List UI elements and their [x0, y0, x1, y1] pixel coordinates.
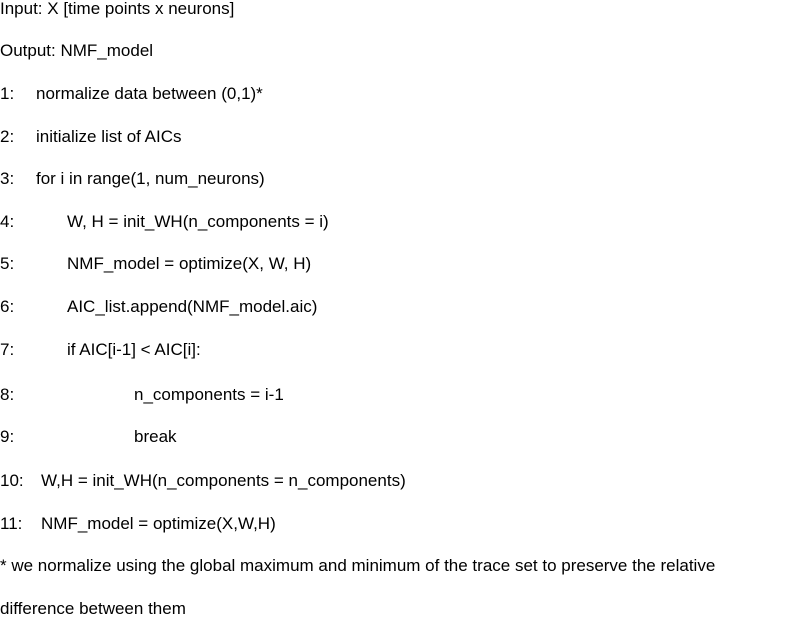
step-code: break: [134, 427, 177, 446]
step-number: 1:: [0, 84, 15, 103]
footnote-text: difference between them: [0, 599, 186, 618]
step-code: for i in range(1, num_neurons): [36, 169, 265, 188]
step-number: 7:: [0, 340, 15, 359]
step-number: 5:: [0, 254, 15, 273]
step-code: AIC_list.append(NMF_model.aic): [67, 297, 318, 316]
step-number: 8:: [0, 385, 15, 404]
step-number: 4:: [0, 212, 15, 231]
output-text: Output: NMF_model: [0, 41, 154, 60]
step-code: initialize list of AICs: [36, 127, 182, 146]
input-text: Input: X [time points x neurons]: [0, 0, 235, 18]
footnote-text: * we normalize using the global maximum and minimum of the trace set to preserve the relative: [0, 556, 716, 575]
step-code: n_components = i-1: [134, 385, 284, 404]
step-code: W, H = init_WH(n_components = i): [67, 212, 329, 231]
step-number: 3:: [0, 169, 15, 188]
step-code: normalize data between (0,1)*: [36, 84, 263, 103]
step-number: 9:: [0, 427, 15, 446]
step-code: NMF_model = optimize(X, W, H): [67, 254, 312, 273]
step-code: if AIC[i-1] < AIC[i]:: [67, 340, 201, 359]
step-code: NMF_model = optimize(X,W,H): [41, 514, 276, 533]
step-number: 10:: [0, 471, 24, 490]
step-number: 6:: [0, 297, 15, 316]
step-number: 11:: [0, 514, 23, 533]
step-number: 2:: [0, 127, 15, 146]
step-code: W,H = init_WH(n_components = n_components): [41, 471, 406, 490]
